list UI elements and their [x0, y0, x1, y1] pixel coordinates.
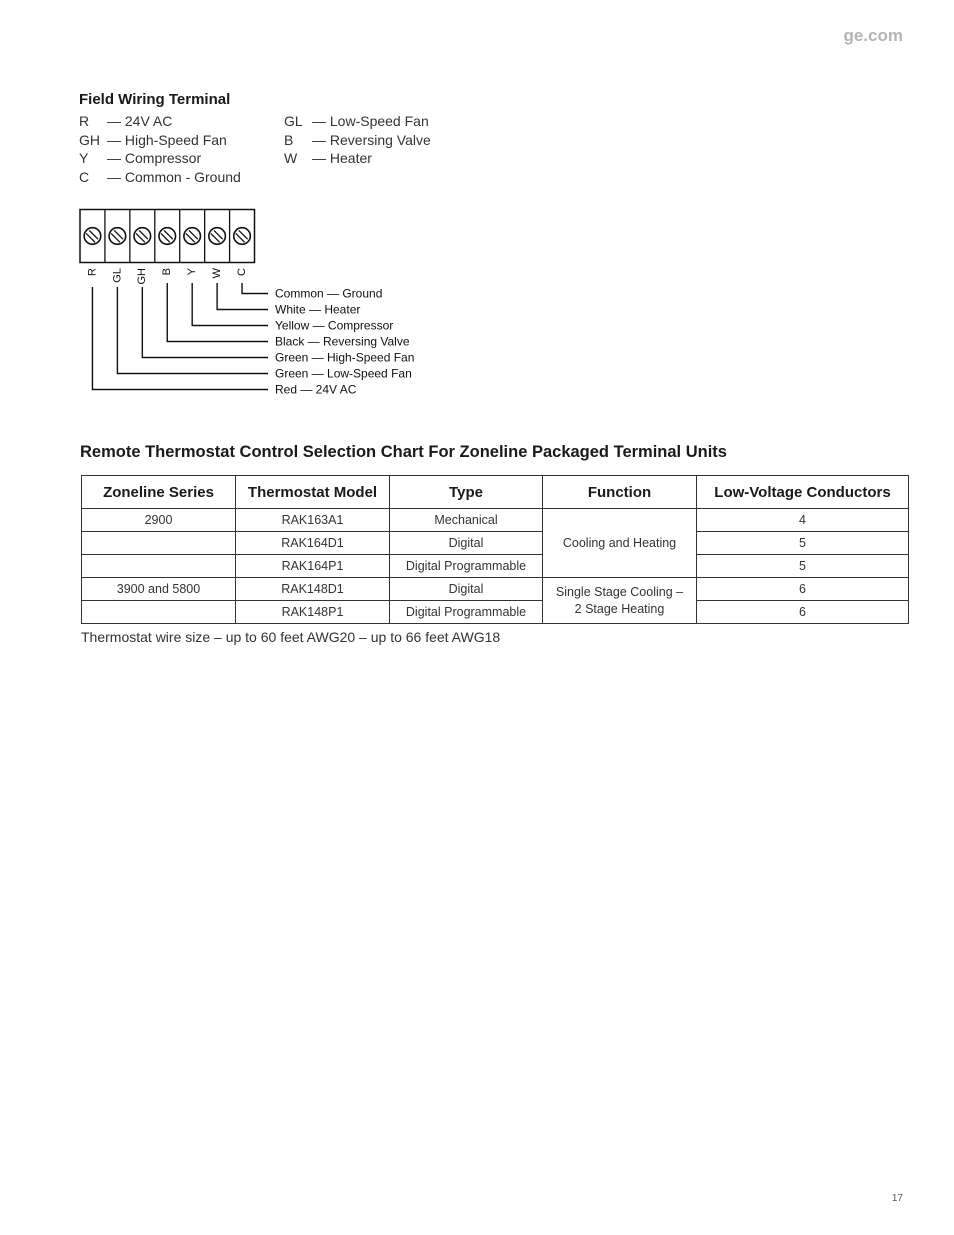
wire-label: White — Heater: [275, 302, 361, 317]
wire-size-footnote: Thermostat wire size – up to 60 feet AWG20 – up to 66 feet AWG18: [81, 629, 501, 645]
legend-code: W: [284, 150, 298, 167]
legend-code: C: [79, 169, 90, 186]
header-zoneline-series: Zoneline Series: [82, 476, 236, 509]
cell-series: 3900 and 5800: [82, 578, 236, 601]
cell-series: 2900: [82, 509, 236, 532]
terminal-wires: [92, 283, 268, 390]
terminal-screw-icon: [109, 228, 126, 245]
wire-line: [192, 283, 268, 326]
terminal-screws: [84, 210, 250, 285]
table-row: [82, 578, 909, 601]
function-line-1: Single Stage Cooling –: [555, 584, 684, 599]
wire-line: [142, 287, 268, 358]
legend-code: B: [284, 131, 294, 148]
terminal-screw-icon: [234, 228, 251, 245]
legend-desc: — High-Speed Fan: [107, 131, 227, 148]
table-row: [82, 532, 909, 555]
thermostat-selection-table: [81, 475, 909, 624]
terminal-screw-icon: [134, 228, 151, 245]
cell-type: Mechanical: [390, 509, 543, 532]
wire-label: Black — Reversing Valve: [275, 334, 410, 349]
terminal-label: Y: [186, 268, 199, 276]
header-thermostat-model: Thermostat Model: [236, 476, 390, 509]
cell-type: Digital: [390, 532, 543, 555]
wire-label: Common — Ground: [275, 286, 383, 301]
legend-desc: — Low-Speed Fan: [312, 113, 429, 129]
cell-type: Digital Programmable: [390, 601, 543, 624]
legend-desc: — Common - Ground: [107, 169, 241, 186]
legend-code: GL: [284, 113, 303, 129]
terminal-label: C: [235, 268, 248, 276]
function-line-2: 2 Stage Heating: [574, 601, 665, 616]
table-row: [82, 509, 909, 532]
cell-model: RAK148D1: [236, 578, 390, 601]
cell-series: [82, 532, 236, 555]
cell-conductors: 6: [697, 601, 909, 624]
cell-series: [82, 601, 236, 624]
legend-code: GH: [79, 131, 100, 148]
cell-function-single-stage: [543, 578, 697, 624]
wiring-terminal-diagram: [0, 0, 954, 420]
cell-model: RAK164P1: [236, 555, 390, 578]
wire-label: Green — High-Speed Fan: [275, 350, 415, 365]
wire-label: Green — Low-Speed Fan: [275, 366, 412, 381]
legend-desc: — Reversing Valve: [312, 131, 431, 148]
terminal-label: GL: [111, 268, 124, 283]
table-row: [82, 555, 909, 578]
terminal-label: B: [161, 268, 174, 276]
cell-conductors: 6: [697, 578, 909, 601]
wire-line: [242, 283, 268, 294]
table-row: [82, 601, 909, 624]
cell-series: [82, 555, 236, 578]
cell-conductors: 4: [697, 509, 909, 532]
cell-model: RAK164D1: [236, 532, 390, 555]
header-function: Function: [543, 476, 697, 509]
terminal-screw-icon: [209, 228, 226, 245]
table-header-row: [82, 476, 909, 509]
terminal-label: R: [86, 268, 99, 276]
legend-desc: — Compressor: [107, 150, 202, 167]
page-number: 17: [891, 1193, 903, 1204]
terminal-screw-icon: [159, 228, 176, 245]
wire-label: Yellow — Compressor: [275, 318, 394, 333]
legend-desc: — Heater: [312, 150, 372, 167]
field-wiring-title: Field Wiring Terminal: [79, 91, 231, 108]
terminal-label: W: [211, 268, 224, 279]
cell-model: RAK148P1: [236, 601, 390, 624]
cell-conductors: 5: [697, 532, 909, 555]
wire-label: Red — 24V AC: [275, 382, 357, 397]
legend-code: R: [79, 113, 90, 129]
terminal-label: GH: [136, 268, 149, 285]
cell-function-cooling-heating: Cooling and Heating: [543, 509, 697, 578]
header-type: Type: [390, 476, 543, 509]
terminal-screw-icon: [84, 228, 101, 245]
legend-code: Y: [79, 150, 89, 167]
legend-desc: — 24V AC: [107, 113, 173, 129]
selection-chart-title: Remote Thermostat Control Selection Chart For Zoneline Packaged Terminal Units: [80, 443, 727, 461]
wire-labels: [275, 287, 414, 397]
cell-type: Digital Programmable: [390, 555, 543, 578]
cell-model: RAK163A1: [236, 509, 390, 532]
terminal-screw-icon: [184, 228, 201, 245]
cell-type: Digital: [390, 578, 543, 601]
header-low-voltage-conductors: Low-Voltage Conductors: [697, 476, 909, 509]
site-url[interactable]: ge.com: [843, 26, 903, 45]
cell-conductors: 5: [697, 555, 909, 578]
